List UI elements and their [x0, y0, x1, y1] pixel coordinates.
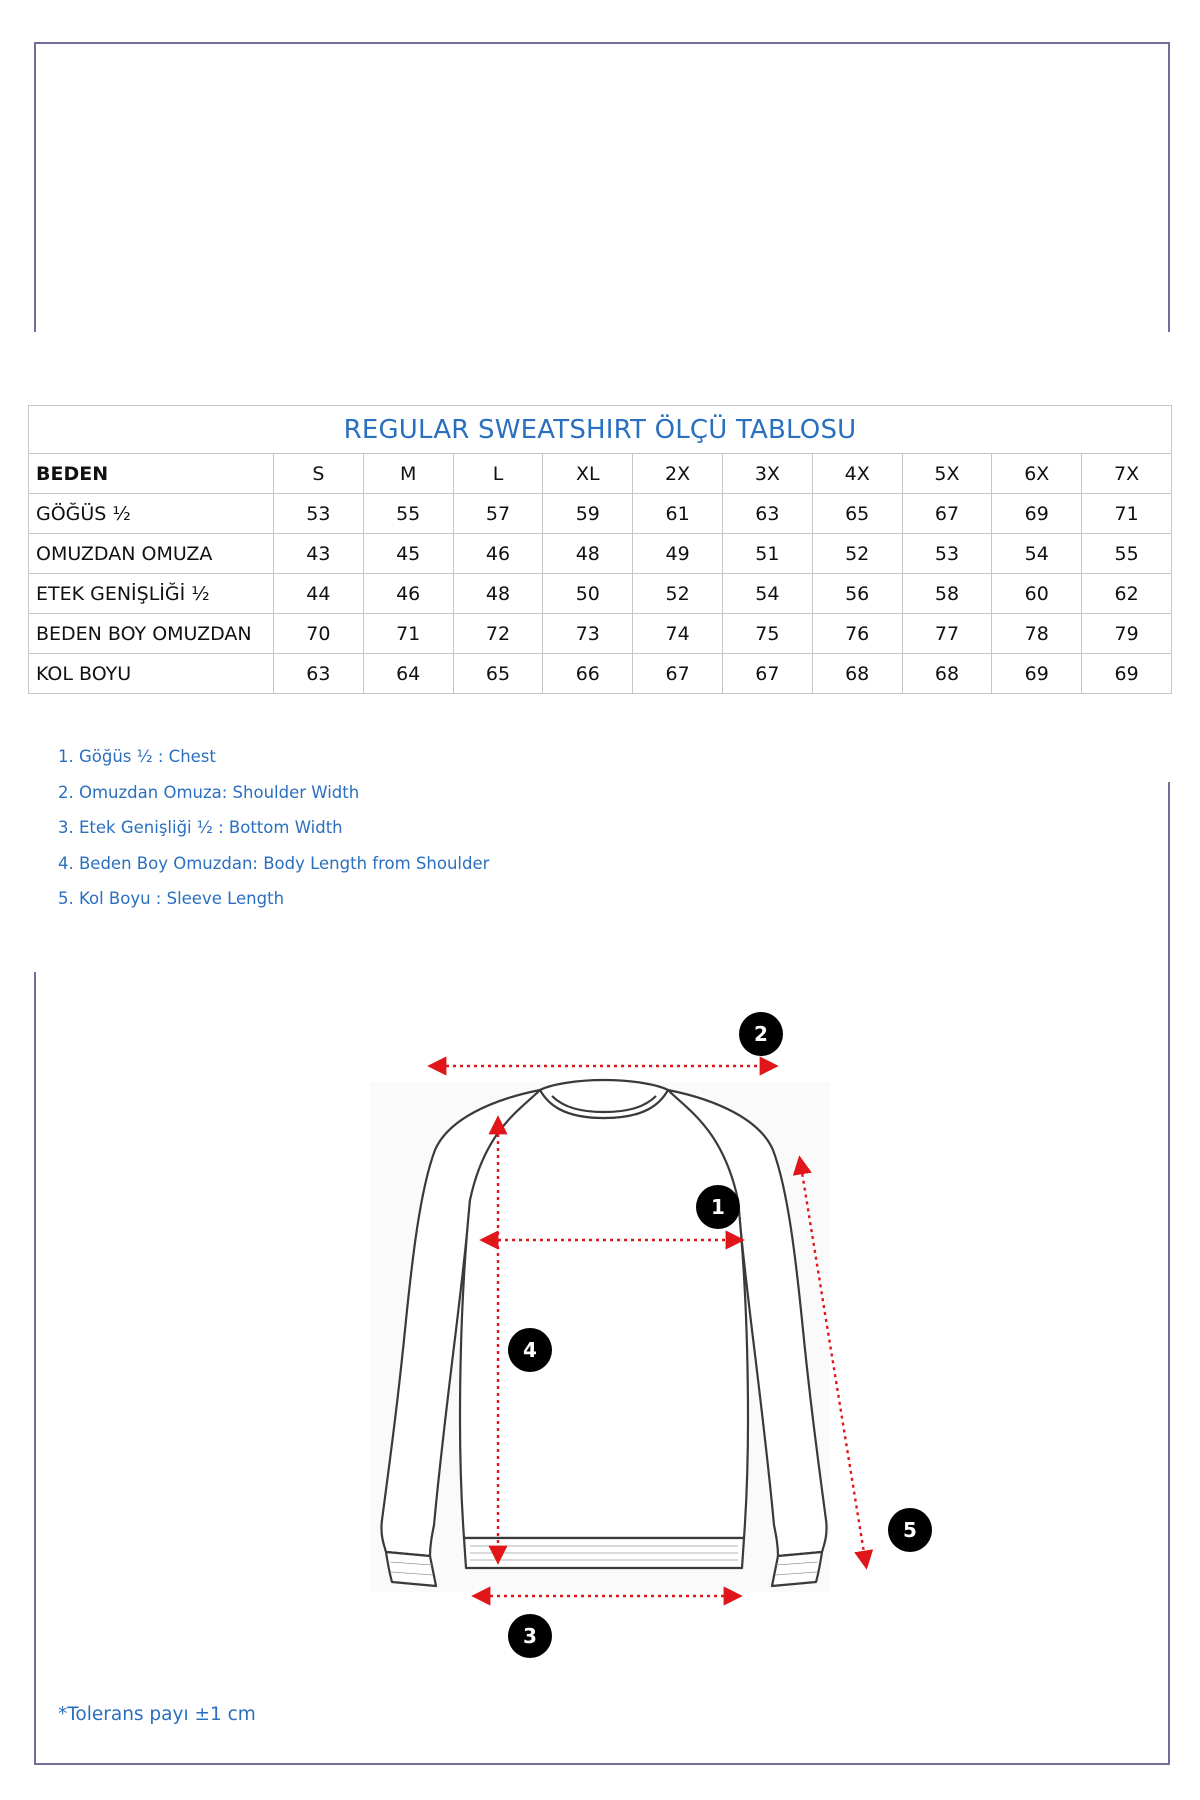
table-cell: 56 — [812, 574, 902, 614]
marker-3-label: 3 — [523, 1624, 537, 1648]
table-cell: 72 — [453, 614, 543, 654]
marker-2 — [739, 1012, 783, 1056]
size-chart-body — [29, 494, 1172, 694]
table-cell: 74 — [633, 614, 723, 654]
marker-1-label: 1 — [711, 1195, 725, 1219]
table-cell: 57 — [453, 494, 543, 534]
table-cell: 67 — [722, 654, 812, 694]
table-cell: 63 — [722, 494, 812, 534]
table-cell: 44 — [274, 574, 364, 614]
table-cell: 65 — [812, 494, 902, 534]
table-row — [29, 534, 1172, 574]
table-cell: 75 — [722, 614, 812, 654]
right-cuff — [772, 1552, 822, 1586]
table-cell: 66 — [543, 654, 633, 694]
table-cell: 53 — [902, 534, 992, 574]
size-header-cell: 6X — [992, 454, 1082, 494]
sweatshirt-body — [460, 1090, 748, 1538]
table-cell: 61 — [633, 494, 723, 534]
table-cell: 49 — [633, 534, 723, 574]
table-cell: 68 — [812, 654, 902, 694]
table-cell: 59 — [543, 494, 633, 534]
row-label: GÖĞÜS ½ — [29, 494, 274, 534]
marker-1 — [696, 1185, 740, 1229]
table-cell: 64 — [363, 654, 453, 694]
table-cell: 63 — [274, 654, 364, 694]
size-header-cell: 3X — [722, 454, 812, 494]
frame-right-line — [1168, 42, 1170, 332]
table-cell: 70 — [274, 614, 364, 654]
table-cell: 46 — [363, 574, 453, 614]
frame-bottom-line — [34, 1763, 1170, 1765]
size-chart-title: REGULAR SWEATSHIRT ÖLÇÜ TABLOSU — [29, 406, 1172, 454]
marker-4 — [508, 1328, 552, 1372]
table-cell: 55 — [1082, 534, 1172, 574]
legend-item-shoulder-width: 2. Omuzdan Omuza: Shoulder Width — [58, 782, 360, 802]
table-row — [29, 574, 1172, 614]
table-row — [29, 494, 1172, 534]
sweatshirt-measurement-diagram — [360, 1000, 960, 1680]
marker-4-label: 4 — [523, 1338, 537, 1362]
table-cell: 52 — [812, 534, 902, 574]
table-cell: 77 — [902, 614, 992, 654]
table-cell: 67 — [902, 494, 992, 534]
table-cell: 53 — [274, 494, 364, 534]
size-header-cell: 7X — [1082, 454, 1172, 494]
table-cell: 71 — [363, 614, 453, 654]
table-cell: 43 — [274, 534, 364, 574]
size-header-row — [29, 454, 1172, 494]
size-header-cell: M — [363, 454, 453, 494]
marker-5 — [888, 1508, 932, 1552]
table-cell: 60 — [992, 574, 1082, 614]
table-cell: 69 — [992, 654, 1082, 694]
legend-item-body-length: 4. Beden Boy Omuzdan: Body Length from Shoulder — [58, 853, 490, 873]
marker-5-label: 5 — [903, 1518, 917, 1542]
size-header-cell: 4X — [812, 454, 902, 494]
row-label: OMUZDAN OMUZA — [29, 534, 274, 574]
table-cell: 46 — [453, 534, 543, 574]
marker-3 — [508, 1614, 552, 1658]
table-cell: 55 — [363, 494, 453, 534]
row-label: BEDEN BOY OMUZDAN — [29, 614, 274, 654]
table-cell: 54 — [722, 574, 812, 614]
table-row — [29, 654, 1172, 694]
table-cell: 62 — [1082, 574, 1172, 614]
frame-top-line — [34, 42, 1170, 44]
row-label: KOL BOYU — [29, 654, 274, 694]
marker-2-label: 2 — [754, 1022, 768, 1046]
table-cell: 48 — [543, 534, 633, 574]
size-header-cell: 2X — [633, 454, 723, 494]
row-label: ETEK GENİŞLİĞİ ½ — [29, 574, 274, 614]
size-header-cell: L — [453, 454, 543, 494]
size-header-cell: S — [274, 454, 364, 494]
table-cell: 78 — [992, 614, 1082, 654]
legend-item-bottom-width: 3. Etek Genişliği ½ : Bottom Width — [58, 818, 343, 837]
legend-item-chest: 1. Göğüs ½ : Chest — [58, 747, 216, 766]
table-cell: 73 — [543, 614, 633, 654]
table-cell: 69 — [992, 494, 1082, 534]
table-cell: 68 — [902, 654, 992, 694]
frame-right-line-lower — [1168, 782, 1170, 1765]
size-header-cell: 5X — [902, 454, 992, 494]
table-row — [29, 614, 1172, 654]
table-cell: 65 — [453, 654, 543, 694]
left-cuff — [386, 1552, 436, 1586]
size-header-cell: XL — [543, 454, 633, 494]
table-cell: 79 — [1082, 614, 1172, 654]
frame-left-line-lower — [34, 972, 36, 1765]
table-cell: 71 — [1082, 494, 1172, 534]
table-cell: 48 — [453, 574, 543, 614]
table-cell: 52 — [633, 574, 723, 614]
legend-item-sleeve-length: 5. Kol Boyu : Sleeve Length — [58, 889, 285, 908]
tolerance-note: *Tolerans payı ±1 cm — [58, 1704, 256, 1725]
table-cell: 50 — [543, 574, 633, 614]
frame-left-line — [34, 42, 36, 332]
table-cell: 76 — [812, 614, 902, 654]
size-header-label: BEDEN — [29, 454, 274, 494]
table-cell: 69 — [1082, 654, 1172, 694]
table-cell: 51 — [722, 534, 812, 574]
size-chart-table — [28, 405, 1172, 694]
table-cell: 58 — [902, 574, 992, 614]
measurement-legend — [58, 744, 489, 922]
table-cell: 45 — [363, 534, 453, 574]
table-cell: 54 — [992, 534, 1082, 574]
table-cell: 67 — [633, 654, 723, 694]
